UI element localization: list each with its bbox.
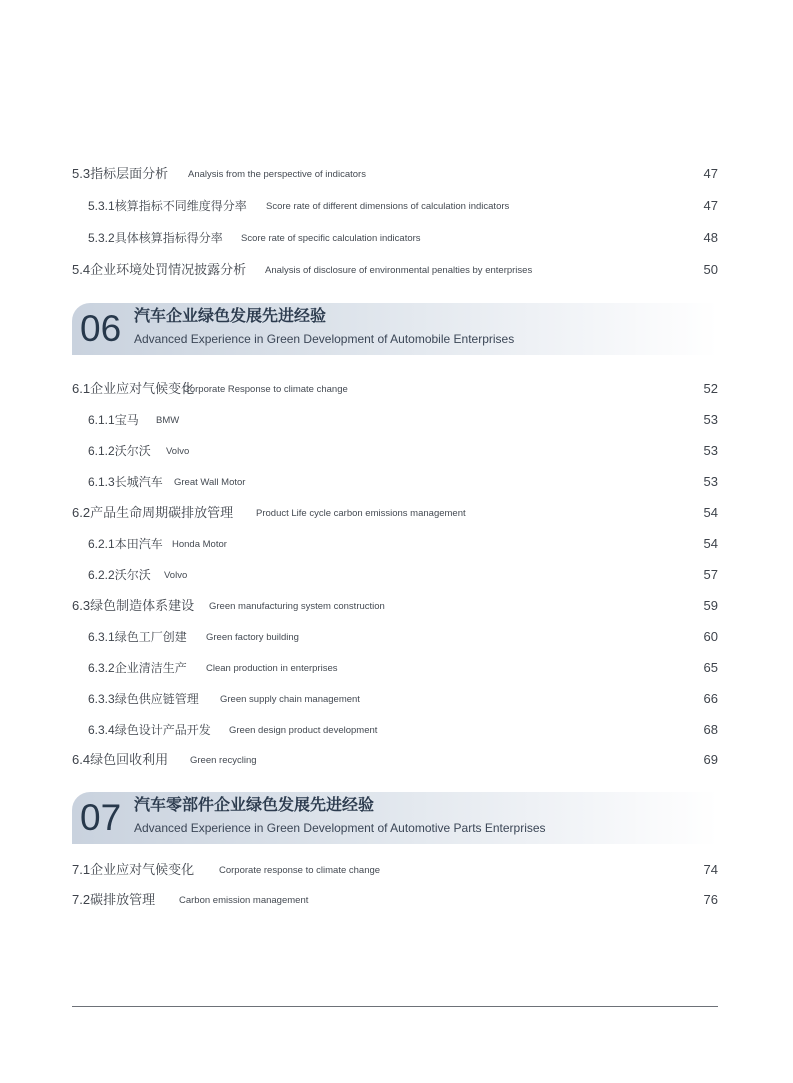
toc-entry-title-zh: 6.3.3绿色供应链管理 <box>88 692 199 706</box>
toc-entry-7-1[interactable] <box>72 858 718 882</box>
toc-entry-title-en: Volvo <box>164 570 188 581</box>
toc-entry-page-number: 53 <box>703 412 718 427</box>
toc-entry-page-number: 52 <box>703 381 718 396</box>
toc-entry-title-zh: 5.3.1核算指标不同维度得分率 <box>88 199 247 213</box>
toc-entry-6-1[interactable] <box>72 377 718 401</box>
toc-entry-page-number: 57 <box>703 567 718 582</box>
toc-entry-6-4[interactable] <box>72 748 718 772</box>
toc-entry-6-2-2[interactable] <box>88 563 718 587</box>
toc-entry-title-en: Corporate Response to climate change <box>183 384 348 395</box>
toc-entry-title-en: Green factory building <box>206 632 299 643</box>
chapter-title-zh: 汽车企业绿色发展先进经验 <box>134 308 327 325</box>
toc-entry-6-2-1[interactable] <box>88 532 718 556</box>
toc-entry-title-zh: 6.3绿色制造体系建设 <box>72 598 195 613</box>
toc-entry-page-number: 50 <box>703 262 718 277</box>
chapter-title-en: Advanced Experience in Green Development of Automotive Parts Enterprises <box>134 821 546 835</box>
chapter-07-header[interactable] <box>72 792 718 844</box>
toc-entry-title-zh: 6.1.3长城汽车 <box>88 475 163 489</box>
toc-entry-title-en: Volvo <box>166 446 190 457</box>
toc-entry-5-4[interactable] <box>72 258 718 282</box>
toc-entry-6-3-3[interactable] <box>88 687 718 711</box>
toc-entry-page-number: 53 <box>703 443 718 458</box>
toc-entry-page-number: 54 <box>703 505 718 520</box>
chapter-title-en: Advanced Experience in Green Development of Automobile Enterprises <box>134 332 515 346</box>
toc-entry-title-zh: 6.3.4绿色设计产品开发 <box>88 723 211 737</box>
toc-entry-6-3-2[interactable] <box>88 656 718 680</box>
toc-entry-5-3-2[interactable] <box>88 226 718 250</box>
toc-entry-title-zh: 6.2产品生命周期碳排放管理 <box>72 505 234 520</box>
toc-entry-title-en: Analysis of disclosure of environmental penalties by enterprises <box>265 265 533 276</box>
toc-entry-title-zh: 6.1企业应对气候变化 <box>72 381 195 396</box>
toc-entry-page-number: 47 <box>703 166 718 181</box>
toc-entry-page-number: 60 <box>703 629 718 644</box>
toc-entry-title-en: Corporate response to climate change <box>219 865 381 876</box>
toc-entry-5-3[interactable] <box>72 162 718 186</box>
toc-entry-page-number: 76 <box>703 892 718 907</box>
toc-entry-title-zh: 6.1.2沃尔沃 <box>88 444 151 458</box>
toc-entry-6-3-4[interactable] <box>88 718 718 742</box>
toc-entry-page-number: 48 <box>703 230 718 245</box>
toc-entry-title-zh: 6.1.1宝马 <box>88 413 139 427</box>
toc-entry-page-number: 47 <box>703 198 718 213</box>
chapter-number: 07 <box>80 797 122 838</box>
toc-entry-title-en: Product Life cycle carbon emissions management <box>256 508 466 519</box>
toc-entry-page-number: 59 <box>703 598 718 613</box>
chapter-title-zh: 汽车零部件企业绿色发展先进经验 <box>134 797 375 814</box>
toc-entry-title-zh: 5.3.2具体核算指标得分率 <box>88 231 223 245</box>
toc-entry-page-number: 66 <box>703 691 718 706</box>
toc-entry-title-en: Carbon emission management <box>179 895 309 906</box>
toc-entry-title-zh: 6.4绿色回收利用 <box>72 752 169 767</box>
footer-divider <box>72 1006 718 1007</box>
toc-entry-title-zh: 6.2.1本田汽车 <box>88 537 163 551</box>
toc-entry-6-2[interactable] <box>72 501 718 525</box>
toc-entry-page-number: 69 <box>703 752 718 767</box>
toc-entry-title-zh: 5.3指标层面分析 <box>72 166 169 181</box>
toc-entry-page-number: 68 <box>703 722 718 737</box>
toc-entry-6-3-1[interactable] <box>88 625 718 649</box>
toc-entry-page-number: 65 <box>703 660 718 675</box>
toc-entry-title-en: Honda Motor <box>172 539 227 550</box>
toc-entry-title-en: Green recycling <box>190 755 257 766</box>
chapter-number: 06 <box>80 308 122 349</box>
toc-entry-5-3-1[interactable] <box>88 194 718 218</box>
toc-entry-title-zh: 6.3.1绿色工厂创建 <box>88 630 187 644</box>
toc-entry-title-en: Green manufacturing system construction <box>209 601 385 612</box>
toc-entry-title-zh: 7.2碳排放管理 <box>72 892 156 907</box>
toc-entry-6-1-1[interactable] <box>88 408 718 432</box>
toc-entry-title-zh: 6.2.2沃尔沃 <box>88 568 151 582</box>
toc-entry-title-en: Clean production in enterprises <box>206 663 338 674</box>
toc-entry-title-zh: 6.3.2企业清洁生产 <box>88 661 187 675</box>
toc-entry-title-en: Score rate of specific calculation indicators <box>241 233 421 244</box>
toc-entry-title-en: Score rate of different dimensions of calculation indicators <box>266 201 510 212</box>
toc-entry-title-en: Analysis from the perspective of indicators <box>188 169 366 180</box>
toc-entry-6-1-2[interactable] <box>88 439 718 463</box>
toc-entry-page-number: 54 <box>703 536 718 551</box>
toc-entry-title-en: Great Wall Motor <box>174 477 246 488</box>
toc-entry-title-zh: 7.1企业应对气候变化 <box>72 862 195 877</box>
toc-entry-title-en: BMW <box>156 415 180 426</box>
toc-entry-page-number: 53 <box>703 474 718 489</box>
toc-entry-6-3[interactable] <box>72 594 718 618</box>
toc-entry-title-en: Green supply chain management <box>220 694 360 705</box>
toc-entry-title-zh: 5.4企业环境处罚情况披露分析 <box>72 262 247 277</box>
chapter-06-header[interactable] <box>72 303 718 355</box>
toc-entry-title-en: Green design product development <box>229 725 378 736</box>
toc-entry-6-1-3[interactable] <box>88 470 718 494</box>
toc-entry-page-number: 74 <box>703 862 718 877</box>
toc-entry-7-2[interactable] <box>72 888 718 912</box>
